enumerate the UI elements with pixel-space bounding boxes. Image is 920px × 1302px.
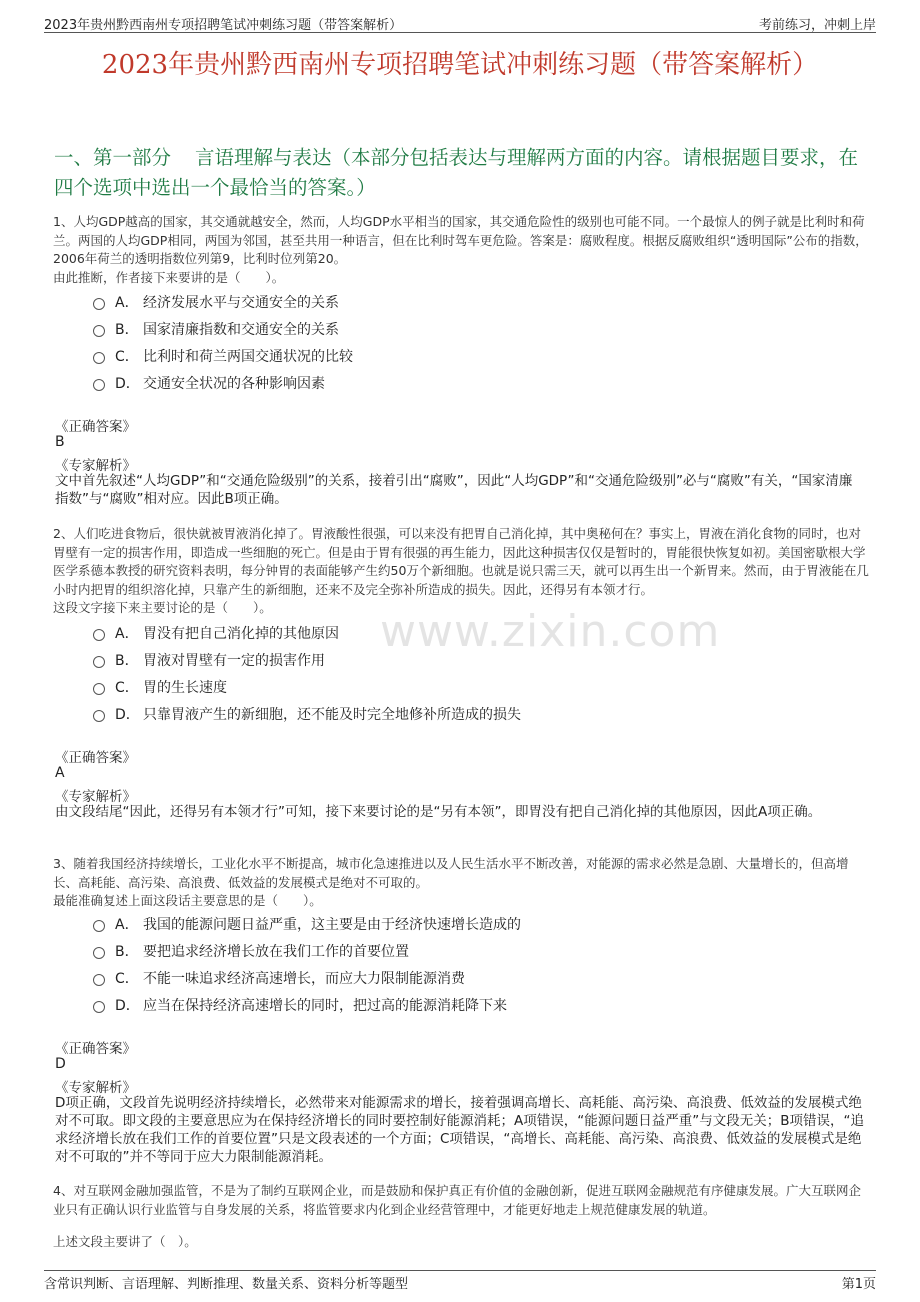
- option-text: 胃没有把自己消化掉的其他原因: [143, 626, 339, 642]
- question-3-option-b[interactable]: [93, 941, 409, 961]
- answer-label: 《正确答案》: [55, 750, 136, 766]
- question-prompt: 由此推断，作者接下来要讲的是（ ）。: [53, 269, 285, 285]
- radio-icon[interactable]: [93, 325, 105, 337]
- option-text: 我国的能源问题日益严重，这主要是由于经济快速增长造成的: [143, 917, 521, 933]
- question-stem-text: 3、随着我国经济持续增长，工业化水平不断提高，城市化急速推进以及人民生活水平不断改善，对能源的需求必然是急剧、大量增长的，但高增长、高耗能、高污染、高浪费、低效益的发展模式是绝对不可取的。: [53, 856, 849, 890]
- question-1-option-d[interactable]: [93, 373, 325, 393]
- question-stem-text: 2、人们吃进食物后，很快就被胃液消化掉了。胃液酸性很强，可以来没有把胃自己消化掉，其中奥秘何在？事实上，胃液在消化食物的同时，也对胃壁有一定的损害作用，即造成一些细胞的死亡。但是由于胃有很强的再生能力，因此这种损害仅仅是暂时的，胃能很快恢复如初。美国密歇根大学医学系德本教授的研究资料表明，每分钟胃的表面能够产生约50万个新细胞。也就是说只需三天，就可以再生出一个新胃来。然而，由于胃液能在几小时内把胃的组织溶化掉，只靠产生的新细胞，还来不及完全弥补所造成的损失。因此，还得另有本领才行。: [53, 526, 869, 597]
- header-right-text: 考前练习，冲刺上岸: [758, 18, 876, 33]
- option-key: C．: [115, 349, 139, 365]
- question-prompt: 上述文段主要讲了（ ）。: [53, 1234, 197, 1249]
- question-prompt: 这段文字接下来主要讨论的是（ ）。: [53, 600, 272, 615]
- footer-left-text: 含常识判断、言语理解、判断推理、数量关系、资料分析等题型: [44, 1277, 409, 1292]
- radio-icon[interactable]: [93, 379, 105, 391]
- radio-icon[interactable]: [93, 352, 105, 364]
- option-key: C．: [115, 971, 139, 987]
- option-text: 胃液对胃壁有一定的损害作用: [143, 653, 325, 669]
- option-text: 交通安全状况的各种影响因素: [143, 376, 325, 392]
- option-key: A．: [115, 917, 139, 933]
- radio-icon[interactable]: [93, 947, 105, 959]
- option-key: B．: [115, 944, 139, 960]
- page-footer: [44, 1270, 876, 1291]
- header-left-text: 2023年贵州黔西南州专项招聘笔试冲刺练习题（带答案解析）: [44, 18, 403, 33]
- option-text: 要把追求经济增长放在我们工作的首要位置: [143, 944, 409, 960]
- question-prompt: 最能准确复述上面这段话主要意思的是（ ）。: [53, 893, 322, 908]
- question-2-option-d[interactable]: [93, 704, 521, 724]
- question-1-explanation: 文中首先叙述“人均GDP”和“交通危险级别”的关系，接着引出“腐败”，因此“人均GDP”和“交通危险级别”必与“腐败”有关，“国家清廉指数”与“腐败”相对应。因此B项正确。: [55, 473, 853, 507]
- section-heading: [54, 143, 870, 203]
- radio-icon[interactable]: [93, 974, 105, 986]
- radio-icon[interactable]: [93, 920, 105, 932]
- radio-icon[interactable]: [93, 710, 105, 722]
- option-text: 国家清廉指数和交通安全的关系: [143, 322, 339, 338]
- option-text: 胃的生长速度: [143, 680, 227, 696]
- question-4-stem: [53, 1182, 870, 1252]
- radio-icon[interactable]: [93, 629, 105, 641]
- option-text: 只靠胃液产生的新细胞，还不能及时完全地修补所造成的损失: [143, 707, 521, 723]
- question-stem-text: 1、人均GDP越高的国家，其交通就越安全，然而，人均GDP水平相当的国家，其交通危险性的级别也可能不同。一个最惊人的例子就是比利时和荷兰。两国的人均GDP相同，两国为邻国，甚至共用一种语言，但在比利时驾车更危险。答案是：腐败程度。根据反腐败组织“透明国际”公布的指数，2006年荷兰的透明指数位列第9，比利时位列第20。: [53, 214, 868, 266]
- expert-label: 《专家解析》: [55, 458, 136, 474]
- question-2-explanation: 由文段结尾“因此，还得另有本领才行”可知，接下来要讨论的是“另有本领”，即胃没有把自己消化掉的其他原因，因此A项正确。: [55, 804, 822, 820]
- answer-label: 《正确答案》: [55, 1041, 136, 1057]
- answer-label: 《正确答案》: [55, 419, 136, 435]
- question-3-explanation: D项正确，文段首先说明经济持续增长，必然带来对能源需求的增长，接着强调高增长、高耗能、高污染、高浪费、低效益的发展模式绝对不可取。即文段的主要意思应为在保持经济增长的同时要控制好能源消耗；A项错误，“能源问题日益严重”与文段无关；B项错误，“追求经济增长放在我们工作的首要位置”只是文段表述的一个方面；C项错误，“高增长、高耗能、高污染、高浪费、低效益的发展模式是绝对不可取的”并不等同于应大力限制能源消耗。: [55, 1095, 864, 1165]
- option-key: A．: [115, 295, 139, 311]
- option-key: D．: [115, 998, 140, 1014]
- question-1-option-b[interactable]: [93, 319, 339, 339]
- question-3-option-a[interactable]: [93, 914, 521, 934]
- question-1-stem: [53, 213, 870, 287]
- option-key: A．: [115, 626, 139, 642]
- question-1-option-a[interactable]: [93, 292, 339, 312]
- question-1-answer: B: [55, 434, 65, 450]
- page-number: 第1页: [841, 1277, 876, 1292]
- radio-icon[interactable]: [93, 683, 105, 695]
- question-2-answer: A: [55, 765, 65, 781]
- option-text: 应当在保持经济高速增长的同时，把过高的能源消耗降下来: [143, 998, 507, 1014]
- question-1-option-c[interactable]: [93, 346, 353, 366]
- page-header: [44, 12, 876, 33]
- option-key: B．: [115, 322, 139, 338]
- option-text: 经济发展水平与交通安全的关系: [143, 295, 339, 311]
- option-key: C．: [115, 680, 139, 696]
- question-3-answer: D: [55, 1056, 66, 1072]
- section-part: 一、第一部分: [54, 146, 172, 169]
- radio-icon[interactable]: [93, 298, 105, 310]
- radio-icon[interactable]: [93, 656, 105, 668]
- question-3-stem: [53, 855, 870, 911]
- question-3-option-c[interactable]: [93, 968, 465, 988]
- expert-label: 《专家解析》: [55, 1080, 136, 1096]
- option-text: 不能一味追求经济高速增长，而应大力限制能源消费: [143, 971, 465, 987]
- question-stem-text: 4、对互联网金融加强监管，不是为了制约互联网企业，而是鼓励和保护真正有价值的金融创新，促进互联网金融规范有序健康发展。广大互联网企业只有正确认识行业监管与自身发展的关系，将监管要求内化到企业经营管理中，才能更好地走上规范健康发展的轨道。: [53, 1183, 861, 1217]
- option-text: 比利时和荷兰两国交通状况的比较: [143, 349, 353, 365]
- option-key: D．: [115, 707, 140, 723]
- question-2-option-a[interactable]: [93, 623, 339, 643]
- option-key: D．: [115, 376, 140, 392]
- watermark: www.zixin.com: [380, 606, 721, 657]
- question-2-stem: [53, 525, 870, 618]
- section-description: 言语理解与表达（本部分包括表达与理解两方面的内容。请根据题目要求，在四个选项中选出一个最恰当的答案。）: [54, 146, 859, 199]
- document-title: 2023年贵州黔西南州专项招聘笔试冲刺练习题（带答案解析）: [101, 50, 819, 80]
- question-2-option-b[interactable]: [93, 650, 325, 670]
- option-key: B．: [115, 653, 139, 669]
- question-2-option-c[interactable]: [93, 677, 227, 697]
- radio-icon[interactable]: [93, 1001, 105, 1013]
- question-3-option-d[interactable]: [93, 995, 507, 1015]
- expert-label: 《专家解析》: [55, 789, 136, 805]
